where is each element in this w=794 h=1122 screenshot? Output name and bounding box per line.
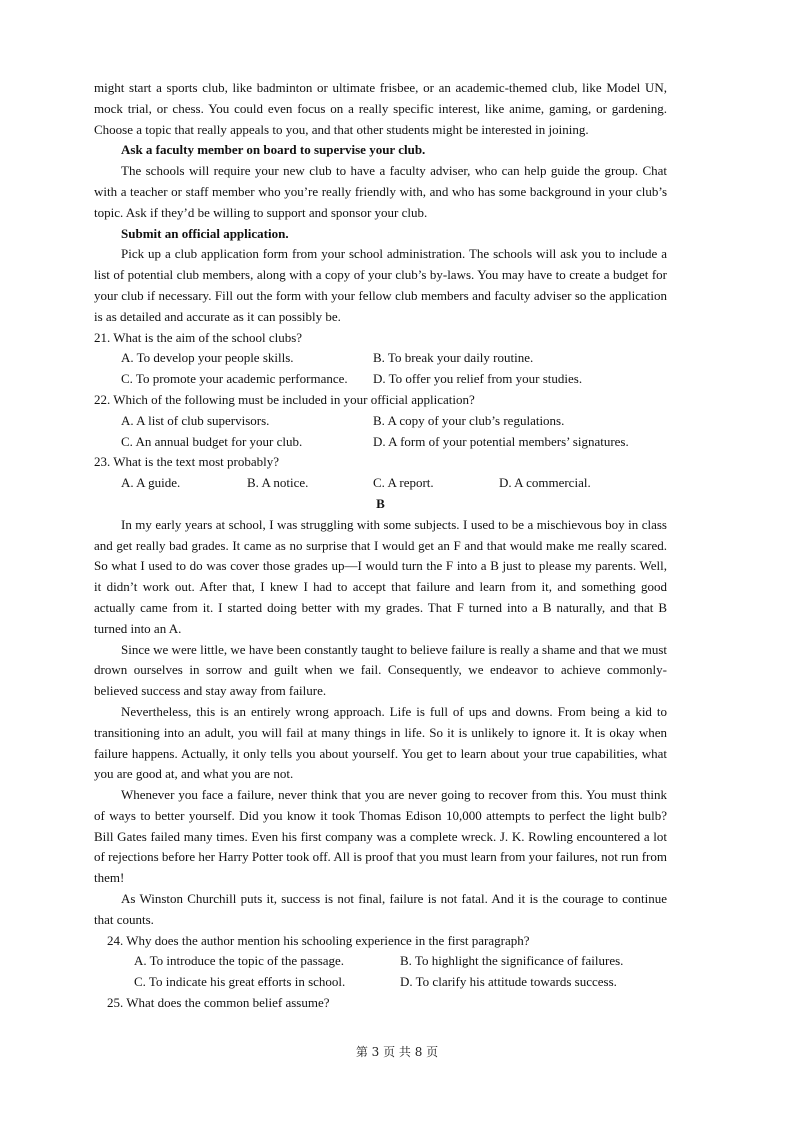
question-25: 25. What does the common belief assume?: [107, 995, 330, 1011]
question-23: 23. What is the text most probably?: [94, 454, 279, 470]
option-21-b: B. To break your daily routine.: [373, 350, 534, 366]
option-22-b: B. A copy of your club’s regulations.: [373, 412, 565, 428]
heading-faculty: Ask a faculty member on board to supervise your club.: [121, 142, 426, 158]
page-footer: 第 3 页 共 8 页: [355, 1045, 439, 1059]
option-21-d: D. To offer you relief from your studies.: [373, 371, 583, 387]
question-22-options: [121, 411, 667, 453]
passage-a-application: Pick up a club application form from your school administration. The schools will ask you to include a list of potential club members, along with a copy of your club’s by-laws. You may have to create a budget for your club if necessary. Fill out the form with your fellow club members and faculty adviser so the application is as detailed and accurate as it can possibly be.: [94, 246, 667, 324]
question-21: 21. What is the aim of the school clubs?: [94, 329, 303, 345]
passage-a-intro: might start a sports club, like badminton or ultimate frisbee, or an academic-themed club, like Model UN, mock trial, or chess. You could even focus on a really specific interest, like anime, gaming, or gardening. Choose a topic that really appeals to you, and that other students might be interested in joining.: [94, 80, 667, 137]
passage-b-paragraph-5: As Winston Churchill puts it, success is not final, failure is not fatal. And it is the courage to continue that counts.: [94, 891, 667, 927]
option-22-d: D. A form of your potential members’ signatures.: [373, 433, 629, 449]
option-22-a: A. A list of club supervisors.: [121, 412, 270, 428]
option-24-b: B. To highlight the significance of failures.: [400, 953, 624, 969]
option-23-c: C. A report.: [373, 475, 434, 491]
passage-b-paragraph-4: Whenever you face a failure, never think that you are never going to recover from this. You must think of ways to better yourself. Did you know it took Thomas Edison 10,000 attempts to perfect the light bulb? Bill Gates failed many times. Even his first company was a complete wreck. J. K. Rowling encountered a lot of rejections before her Harry Potter took off. All is proof that you must learn from your failures, not run from them!: [94, 787, 667, 886]
option-21-c: C. To promote your academic performance.: [121, 371, 348, 387]
option-23-a: A. A guide.: [121, 475, 181, 491]
passage-a-faculty: The schools will require your new club to have a faculty adviser, who can help guide the group. Chat with a teacher or staff member who you’re really friendly with, and who has some background in your club’s topic. Ask if they’d be willing to support and sponsor your club.: [94, 163, 667, 220]
question-23-options: [121, 473, 667, 494]
question-21-options: [121, 348, 667, 390]
option-23-b: B. A notice.: [247, 475, 309, 491]
passage-b-paragraph-2: Since we were little, we have been constantly taught to believe failure is really a shame and that we must drown ourselves in sorrow and guilt when we fail. Consequently, we endeavor to achieve commonly- believed success and stay away from failure.: [94, 641, 667, 699]
section-b-label: B: [376, 495, 385, 511]
question-24-options: [134, 951, 667, 993]
option-24-c: C. To indicate his great efforts in school.: [134, 974, 346, 990]
option-24-a: A. To introduce the topic of the passage.: [134, 953, 345, 969]
option-24-d: D. To clarify his attitude towards success.: [400, 974, 617, 990]
document-page: [94, 78, 667, 1014]
question-22: 22. Which of the following must be included in your official application?: [94, 391, 475, 407]
option-22-c: C. An annual budget for your club.: [121, 433, 303, 449]
heading-application: Submit an official application.: [121, 225, 289, 241]
option-21-a: A. To develop your people skills.: [121, 350, 294, 366]
passage-b-paragraph-1: In my early years at school, I was struggling with some subjects. I used to be a mischievous boy in class and get really bad grades. It came as no surprise that I would get an F and that would make me really scared. So what I used to do was cover those grades up—I would turn the F into a B just to please my parents. Well, it didn’t work out. After that, I knew I had to accept that failure and learn from it, and something good actually came from it. I started doing better with my grades. That F turned into a B naturally, and that B turned into an A.: [94, 516, 667, 636]
option-23-d: D. A commercial.: [499, 475, 591, 491]
question-24: 24. Why does the author mention his schooling experience in the first paragraph?: [107, 932, 530, 948]
passage-b-paragraph-3: Nevertheless, this is an entirely wrong approach. Life is full of ups and downs. From being a kid to transitioning into an adult, you will fail at many things in life. So it is unlikely to ignore it. It is okay when failure happens. Actually, it only tells you about yourself. You get to learn about your true capabilities, what you are good at, and what you are not.: [94, 703, 667, 782]
